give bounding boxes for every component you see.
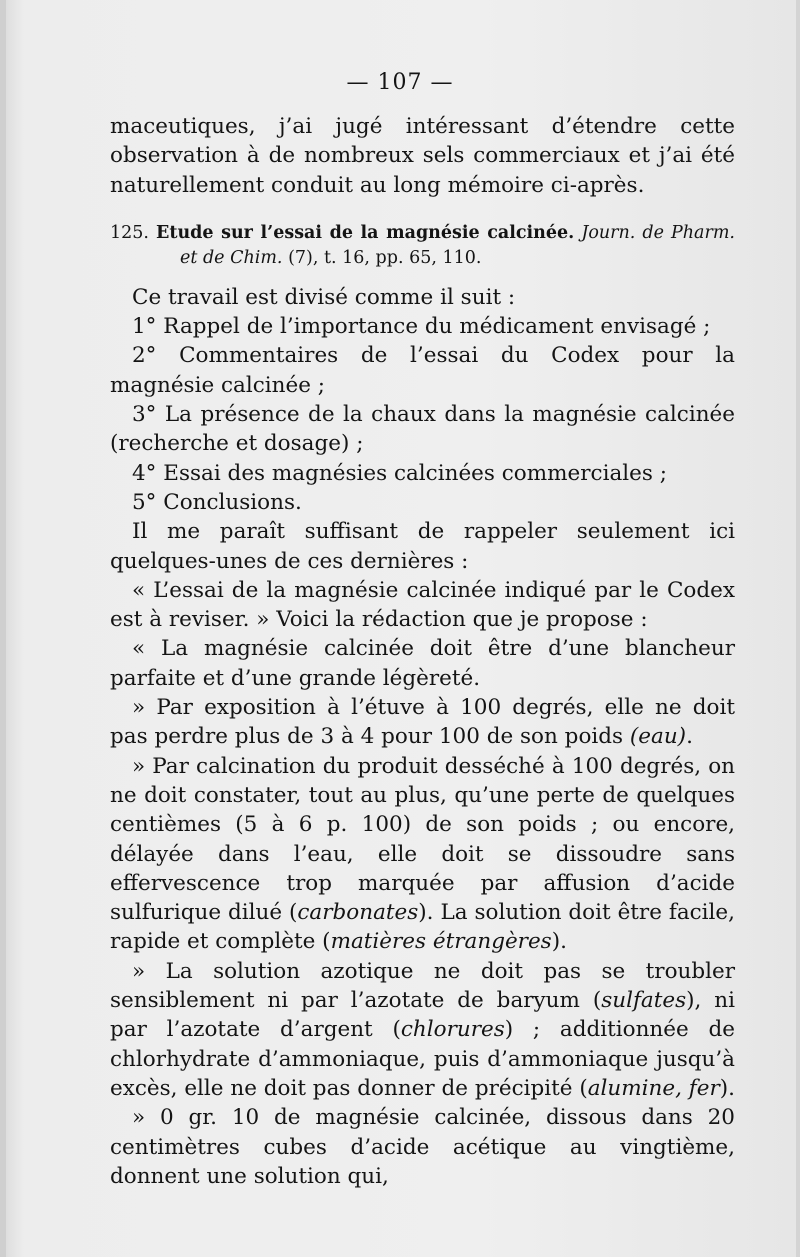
plan-item-4: 4° Essai des magnésies calcinées commerciales ; (132, 460, 667, 486)
reference-journal: Journ. de Pharm. et de Chim. (180, 222, 735, 268)
p5-italic-3: alumine, fer (587, 1075, 720, 1101)
reference-number: 125. (110, 222, 149, 243)
bibliographic-reference (110, 221, 735, 271)
p3-text: » Par exposition à l’étuve à 100 degrés, elle ne doit pas perdre plus de 3 à 4 pour 100 de son poids (110, 695, 735, 750)
plan-item-2: 2° Commentaires de l’essai du Codex pour la magnésie calcinée ; (110, 343, 735, 398)
quote-paragraph-4 (110, 752, 735, 957)
quote-paragraph-6: » 0 gr. 10 de magnésie calcinée, dissous dans 20 centimètres cubes d’acide acétique au vingtième, donnent une solution qui, (110, 1105, 735, 1189)
p5-text-3: ) ; additionnée de chlorhydrate d’ammoniaque, puis d’ammoniaque jusqu’à excès, elle ne doit pas donner de précipité ( (110, 1017, 735, 1101)
reference-title: Etude sur l’essai de la magnésie calcinée. (156, 222, 575, 243)
page-number: — 107 — (346, 70, 454, 95)
p5-italic-1: sulfates (601, 988, 687, 1014)
p4-italic-2: matières étrangères (330, 929, 552, 955)
intro-paragraph: maceutiques, j’ai jugé intéressant d’étendre cette observation à de nombreux sels commerciaux et j’ai été naturellement conduit au long mémoire ci-après. (110, 114, 735, 198)
page-left-edge (0, 0, 6, 1257)
plan-item-3: 3° La présence de la chaux dans la magnésie calcinée (recherche et dosage) ; (110, 402, 735, 457)
quote-paragraph-2: « La magnésie calcinée doit être d’une blancheur parfaite et d’une grande légèreté. (110, 636, 735, 691)
conclusion-intro: Il me paraît suffisant de rappeler seulement ici quelques-unes de ces dernières : (110, 519, 735, 574)
p3-italic: (eau) (629, 724, 687, 750)
plan-intro: Ce travail est divisé comme il suit : (132, 284, 516, 310)
p5-text-1: » La solution azotique ne doit pas se troubler sensiblement ni par l’azotate de baryum ( (110, 958, 735, 1014)
p4-text-3: ). (551, 929, 567, 955)
plan-item-1: 1° Rappel de l’importance du médicament envisagé ; (132, 314, 711, 340)
quote-paragraph-5 (110, 957, 735, 1103)
p4-text-1: » Par calcination du produit desséché à 100 degrés, on ne doit constater, tout au plus, qu’une perte de quelques centièmes (5 à 6 p. 100) de son poids ; ou encore, délayée dans l’eau, elle doit se dissoudre sans effervescence trop marquée par affusion d’acide sulfurique dilué ( (110, 753, 735, 926)
p4-text-2: ). La solution doit être facile, rapide et complète ( (110, 900, 735, 955)
p5-italic-2: chlorures (400, 1017, 505, 1043)
p5-text-4: ). (719, 1075, 735, 1101)
quote-paragraph-1: « L’essai de la magnésie calcinée indiqué par le Codex est à reviser. » Voici la rédaction que je propose : (110, 577, 735, 633)
plan-item-5: 5° Conclusions. (132, 489, 302, 515)
page-right-edge (796, 0, 800, 1257)
p3-end: . (686, 724, 693, 750)
p4-italic-1: carbonates (297, 900, 419, 926)
quote-paragraph-3 (110, 693, 735, 752)
p5-text-2: ), ni par l’azotate d’argent ( (110, 988, 736, 1043)
reference-details: (7), t. 16, pp. 65, 110. (288, 247, 482, 268)
page-body (110, 112, 735, 1191)
